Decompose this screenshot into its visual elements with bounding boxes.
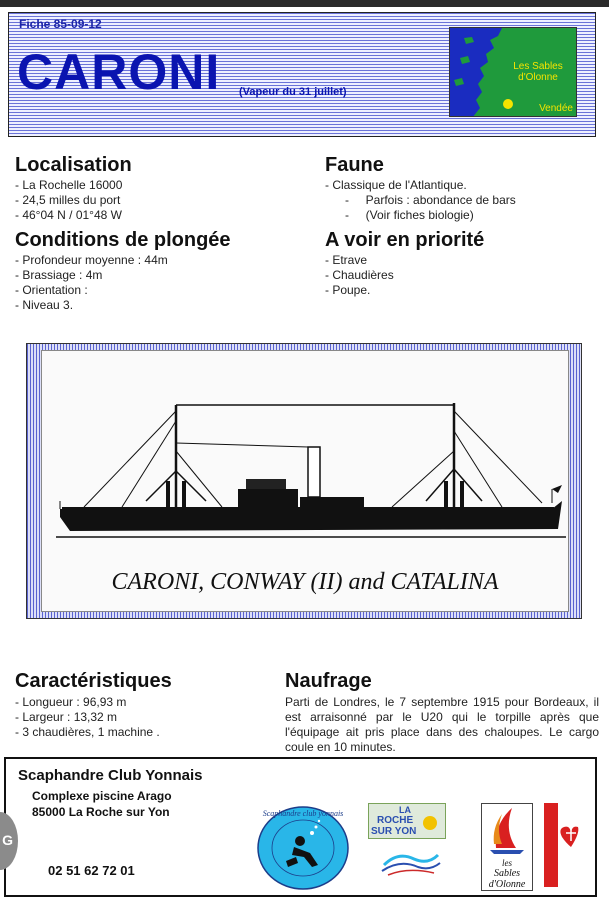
map-region-label: Vendée <box>539 103 573 114</box>
les-sables-line2: Sables <box>493 868 521 879</box>
list-item: - Etrave <box>325 253 368 267</box>
list-item: - Classique de l'Atlantique. <box>325 178 467 192</box>
list-item: - Longueur : 96,93 m <box>15 695 127 709</box>
localisation-list <box>15 178 122 223</box>
footer-box <box>4 757 597 897</box>
club-phone: 02 51 62 72 01 <box>48 863 135 878</box>
top-bar <box>0 0 609 7</box>
naufrage-title: Naufrage <box>285 670 372 692</box>
club-name: Scaphandre Club Yonnais <box>18 767 203 784</box>
list-item: - (Voir fiches biologie) <box>345 208 474 222</box>
sun-icon <box>423 816 437 830</box>
les-sables-logo <box>481 803 533 891</box>
list-item: - Orientation : <box>15 283 88 297</box>
map-city-label: Les Sables d'Olonne <box>513 61 563 83</box>
naufrage-text: Parti de Londres, le 7 septembre 1915 pour Bordeaux, il est arraisonné par le U20 qui le torpille après que l'équipage ait pris place dans des chaloupes. Le cargo coule en 10 minutes. <box>285 695 599 754</box>
caracteristiques-title: Caractéristiques <box>15 670 172 692</box>
club-address-line1: Complexe piscine Arago <box>32 789 172 803</box>
list-item: - 24,5 milles du port <box>15 193 121 207</box>
conditions-list <box>15 253 168 313</box>
list-item: - Chaudières <box>325 268 394 282</box>
fiche-number: Fiche 85-09-12 <box>19 17 102 31</box>
la-roche-logo-line3: SUR YON <box>371 826 417 837</box>
list-item: - La Rochelle 16000 <box>15 178 123 192</box>
faune-list <box>325 178 467 193</box>
club-logo <box>256 805 350 891</box>
conditions-title: Conditions de plongée <box>15 229 231 251</box>
page-subtitle: (Vapeur du 31 juillet) <box>239 86 347 98</box>
club-address-line2: 85000 La Roche sur Yon <box>32 805 170 819</box>
priorite-title: A voir en priorité <box>325 229 485 251</box>
location-map <box>449 27 577 117</box>
faune-sublist <box>345 193 516 223</box>
vendee-sea-logo <box>378 845 442 885</box>
priorite-list <box>325 253 394 298</box>
list-item: - 3 chaudières, 1 machine . <box>15 725 160 739</box>
list-item: - Niveau 3. <box>15 298 74 312</box>
vendee-logo <box>544 803 580 887</box>
list-item: - Poupe. <box>325 283 371 297</box>
page-title: CARONI <box>17 44 221 100</box>
list-item: - Parfois : abondance de bars <box>345 193 516 207</box>
side-tab-glyph: G <box>2 832 13 848</box>
localisation-title: Localisation <box>15 154 132 176</box>
list-item: - Brassiage : 4m <box>15 268 103 282</box>
header-band <box>8 12 596 137</box>
la-roche-logo <box>368 803 446 839</box>
caracteristiques-list <box>15 695 160 740</box>
ship-silhouette-icon <box>42 351 570 561</box>
ship-image <box>41 350 569 612</box>
les-sables-line3: d'Olonne <box>488 879 526 890</box>
list-item: - Profondeur moyenne : 44m <box>15 253 168 267</box>
ship-image-frame <box>26 343 582 619</box>
la-roche-logo-line1: LA <box>399 805 411 815</box>
ship-caption: CARONI, CONWAY (II) and CATALINA <box>111 569 499 595</box>
vendee-heart-icon <box>544 803 580 887</box>
sail-logo-icon <box>482 804 532 858</box>
city-marker-icon <box>503 99 513 109</box>
club-logo-text: Scaphandre club yonnais <box>262 809 344 818</box>
les-sables-line1: les <box>502 858 512 868</box>
la-roche-logo-line2: ROCHE <box>377 815 414 826</box>
list-item: - 46°04 N / 01°48 W <box>15 208 122 222</box>
list-item: - Largeur : 13,32 m <box>15 710 118 724</box>
faune-title: Faune <box>325 154 384 176</box>
wave-logo-icon <box>378 845 442 885</box>
